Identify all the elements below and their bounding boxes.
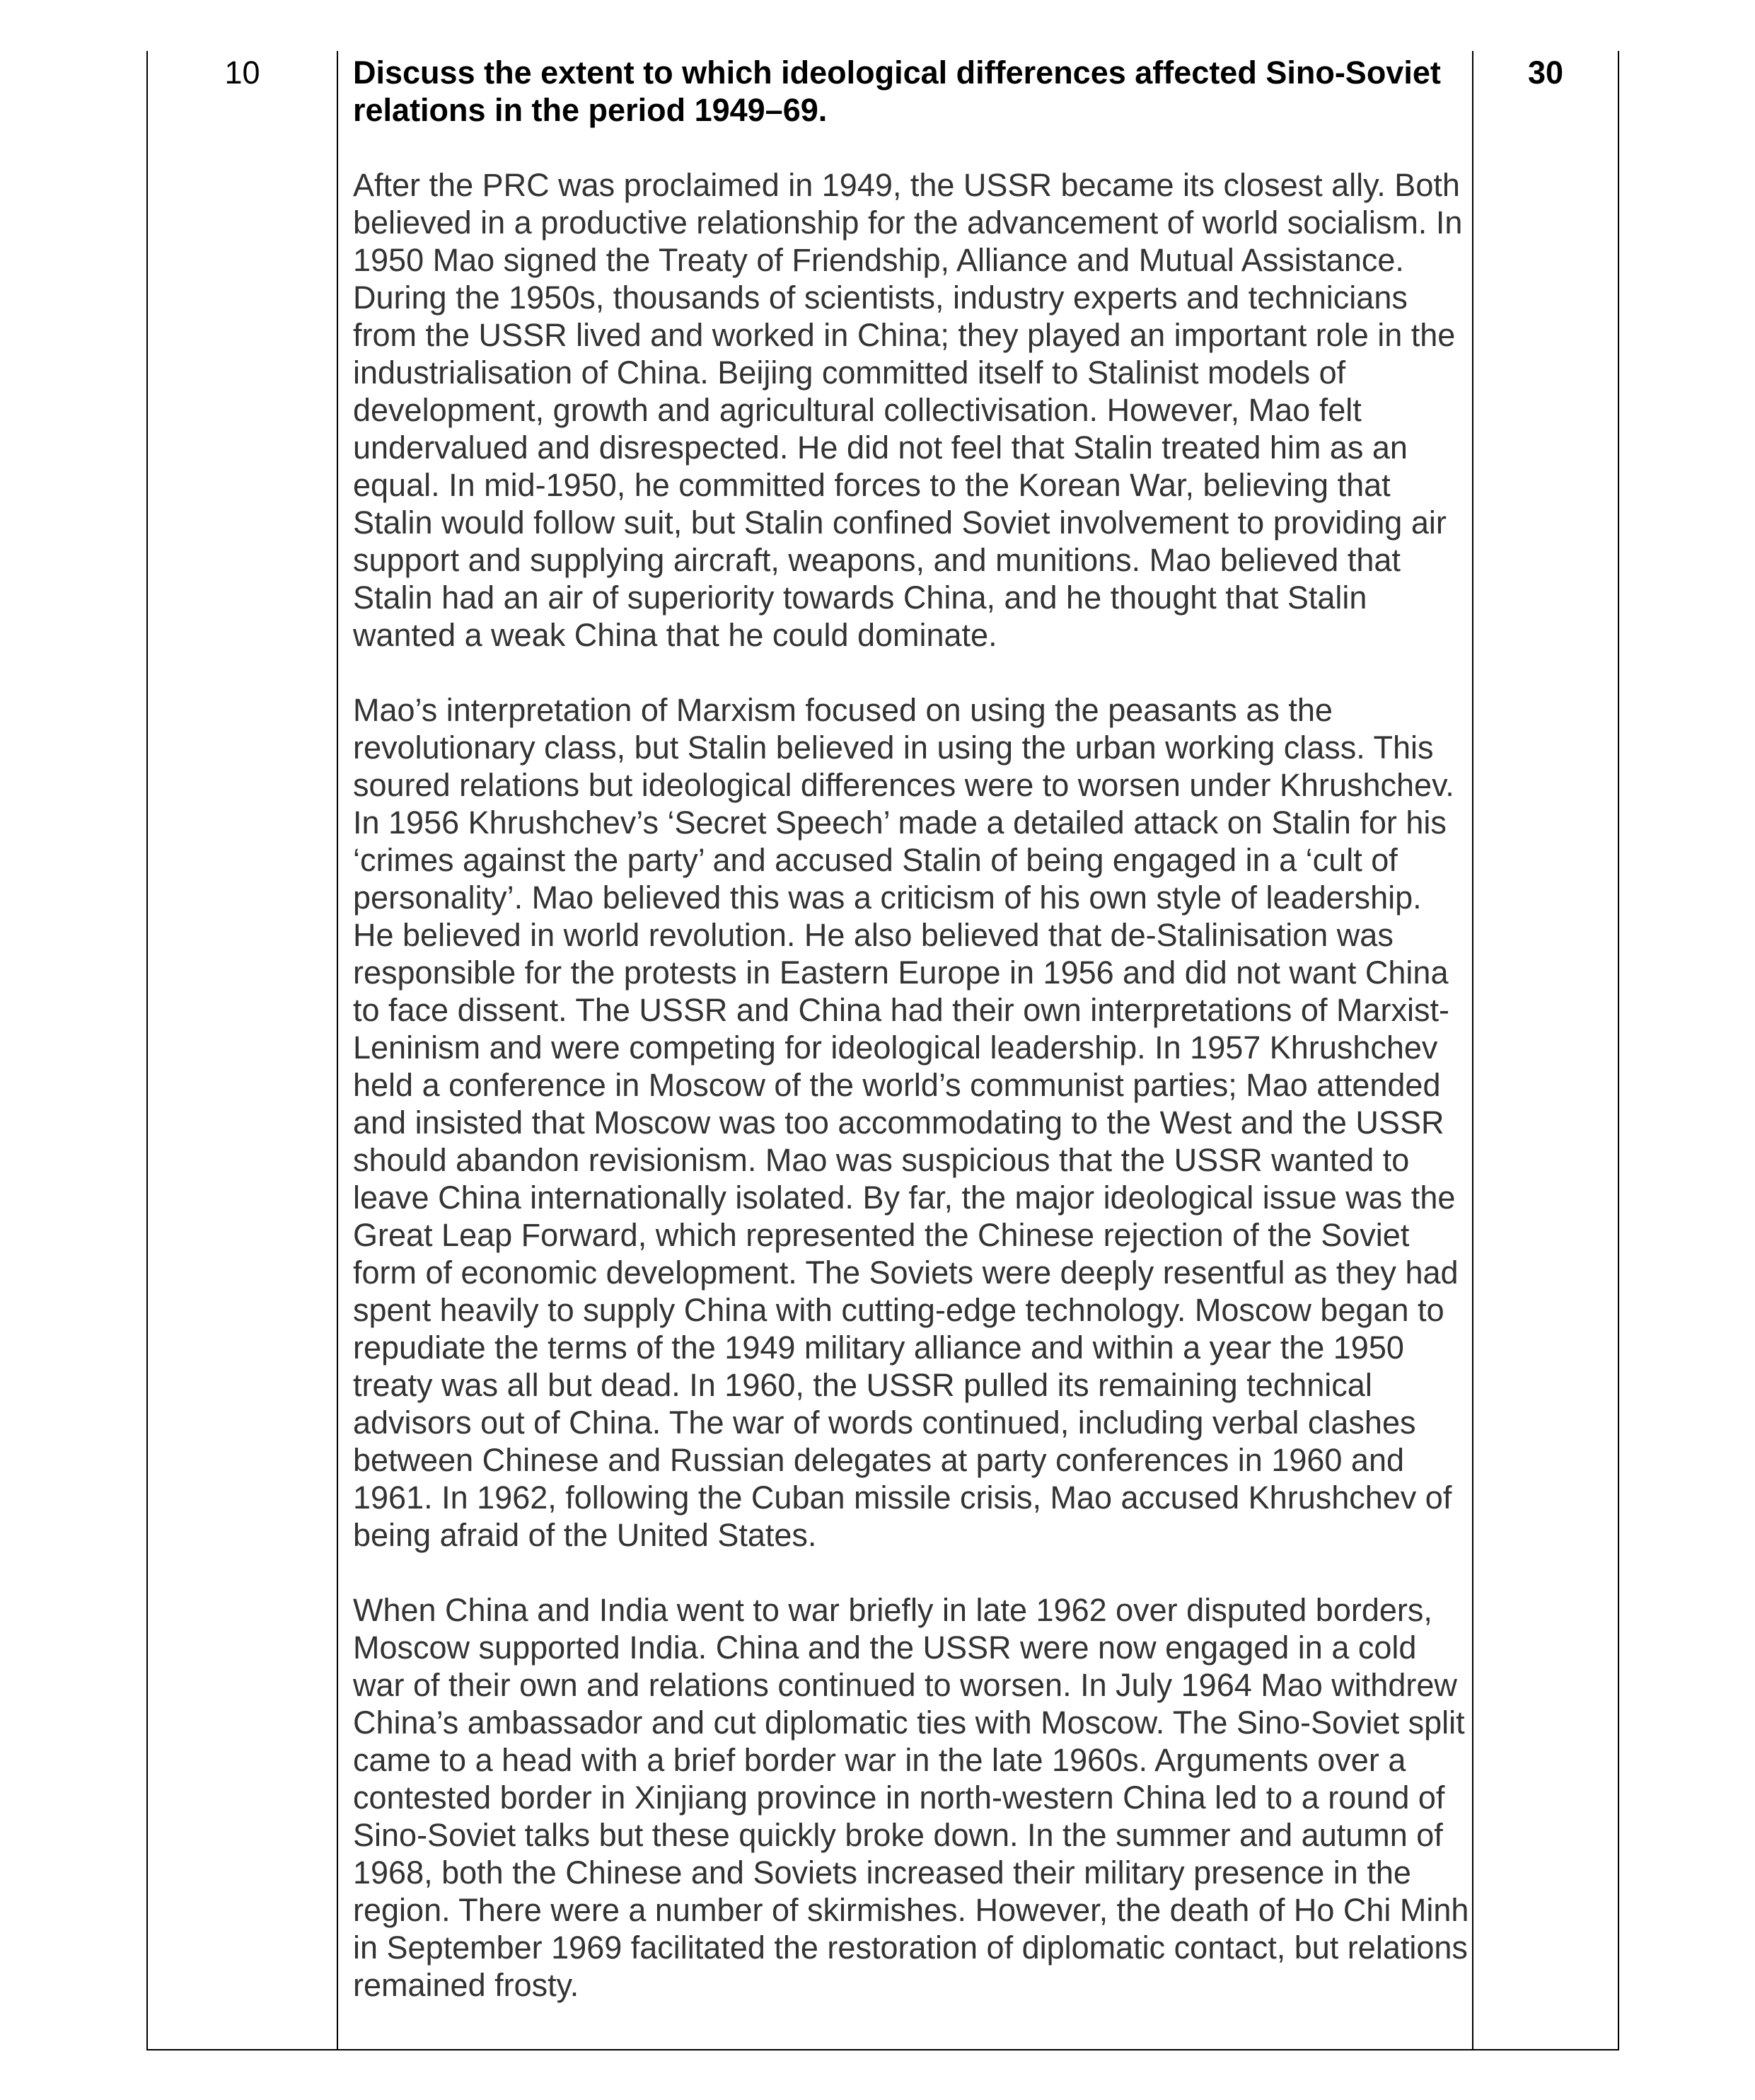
answer-cell: [353, 54, 1471, 2004]
question-number: 10: [224, 54, 260, 91]
column-divider: [337, 51, 338, 2049]
marks-value: 30: [1527, 54, 1564, 91]
answer-paragraph-1: After the PRC was proclaimed in 1949, the USSR became its closest ally. Both believed in a productive relationship for the advancement of world socialism. In 1950 Mao signed the Treaty of Friendship, Alliance and Mutual Assistance. During the 1950s, thousands of scientists, industry experts and technicians from the USSR lived and worked in China; they played an important role in the industrialisation of China. Beijing committed itself to Stalinist models of development, growth and agricultural collectivisation. However, Mao felt undervalued and disrespected. He did not feel that Stalin treated him as an equal. In mid-1950, he committed forces to the Korean War, believing that Stalin would follow suit, but Stalin confined Soviet involvement to providing air support and supplying aircraft, weapons, and munitions. Mao believed that Stalin had an air of superiority towards China, and he thought that Stalin wanted a weak China that he could dominate.: [353, 167, 1463, 653]
answer-paragraph-2: Mao’s interpretation of Marxism focused on using the peasants as the revolutionary class, but Stalin believed in using the urban working class. This soured relations but ideological differences were to worsen under Khrushchev. In 1956 Khrushchev’s ‘Secret Speech’ made a detailed attack on Stalin for his ‘crimes against the party’ and accused Stalin of being engaged in a ‘cult of personality’. Mao believed this was a criticism of his own style of leadership. He believed in world revolution. He also believed that de-Stalinisation was responsible for the protests in Eastern Europe in 1956 and did not want China to face dissent. The USSR and China had their own interpretations of Marxist-Leninism and were competing for ideological leadership. In 1957 Khrushchev held a conference in Moscow of the world’s communist parties; Mao attended and insisted that Moscow was too accommodating to the West and the USSR should abandon revisionism. Mao was suspicious that the USSR wanted to leave China internationally isolated. By far, the major ideological issue was the Great Leap Forward, which represented the Chinese rejection of the Soviet form of economic development. The Soviets were deeply resentful as they had spent heavily to supply China with cutting-edge technology. Moscow began to repudiate the terms of the 1949 military alliance and within a year the 1950 treaty was all but dead. In 1960, the USSR pulled its remaining technical advisors out of China. The war of words continued, including verbal clashes between Chinese and Russian delegates at party conferences in 1960 and 1961. In 1962, following the Cuban missile crisis, Mao accused Khrushchev of being afraid of the United States.: [353, 692, 1459, 1553]
question-title: Discuss the extent to which ideological differences affected Sino-Soviet relations in the period 1949–69.: [353, 54, 1441, 128]
answer-paragraph-3: When China and India went to war briefly in late 1962 over disputed borders, Moscow supported India. China and the USSR were now engaged in a cold war of their own and relations continued to worsen. In July 1964 Mao withdrew China’s ambassador and cut diplomatic ties with Moscow. The Sino-Soviet split came to a head with a brief border war in the late 1960s. Arguments over a contested border in Xinjiang province in north-western China led to a round of Sino-Soviet talks but these quickly broke down. In the summer and autumn of 1968, both the Chinese and Soviets increased their military presence in the region. There were a number of skirmishes. However, the death of Ho Chi Minh in September 1969 facilitated the restoration of diplomatic contact, but relations remained frosty.: [353, 1592, 1469, 2003]
column-divider: [1472, 51, 1473, 2049]
mark-scheme-table: [146, 51, 1619, 2050]
